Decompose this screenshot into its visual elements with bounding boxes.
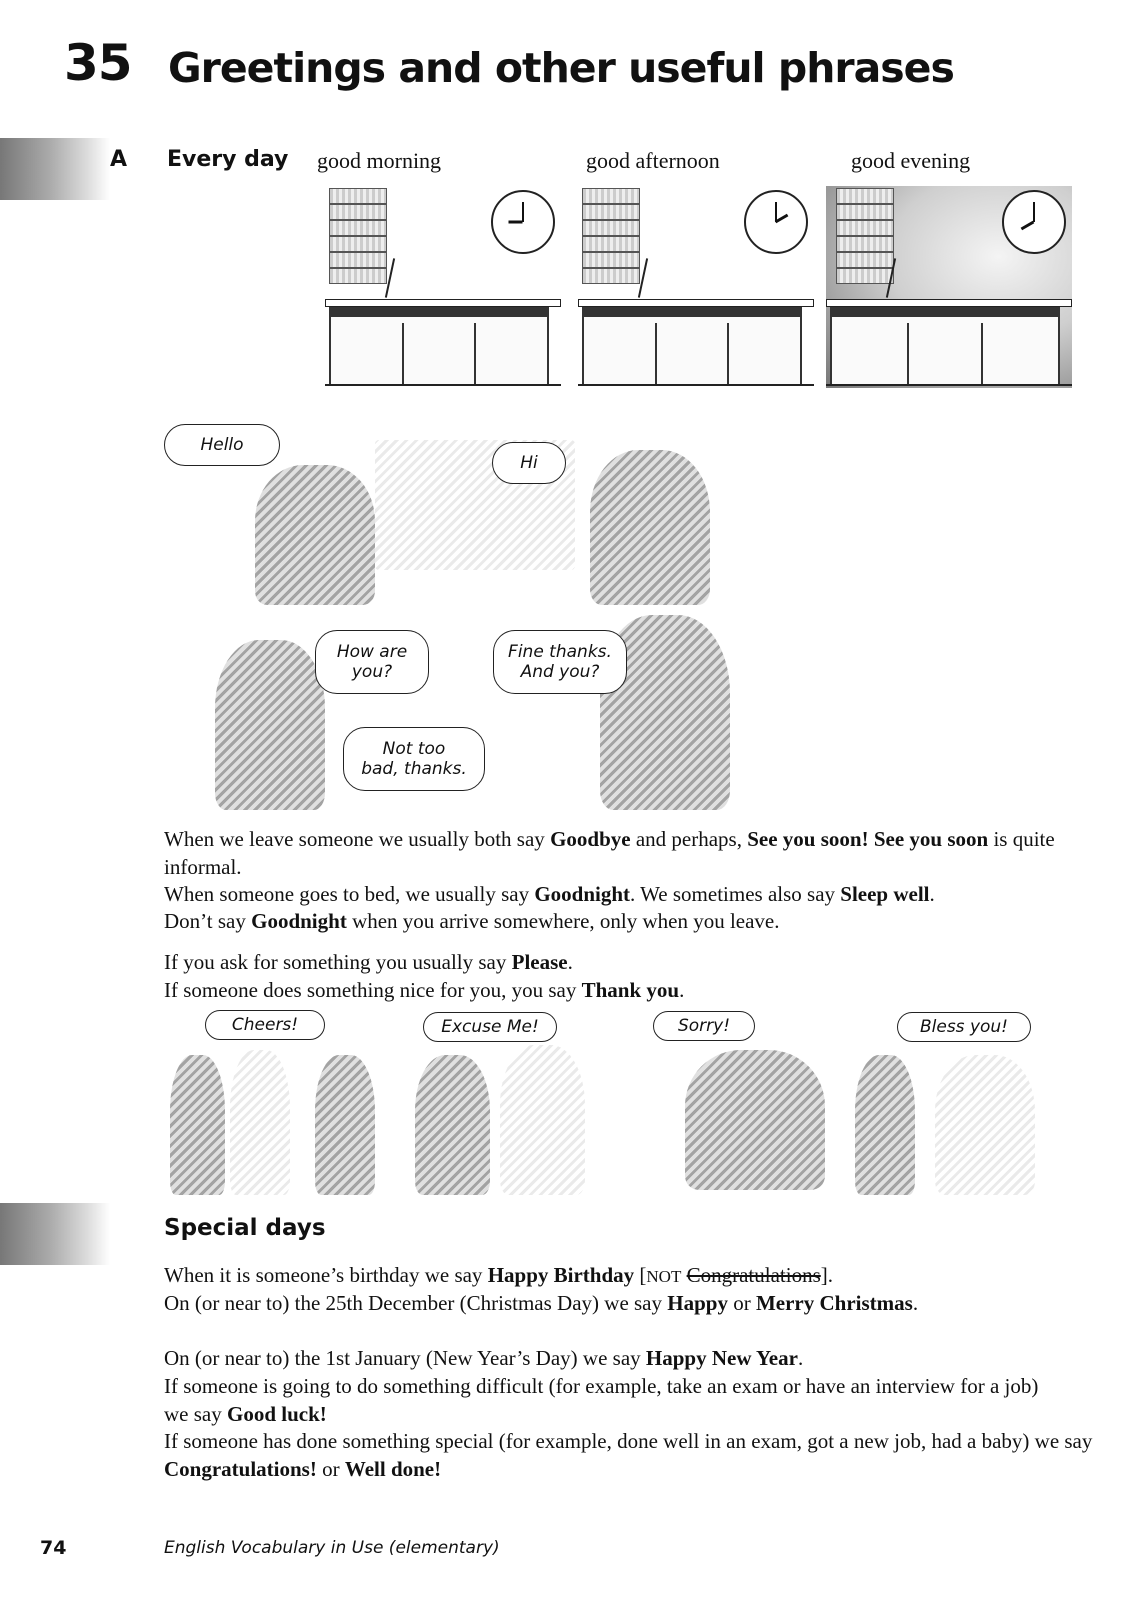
illustration-evening-desk (826, 186, 1072, 388)
girl-figure (215, 640, 325, 810)
book-title: English Vocabulary in Use (elementary) (164, 1538, 500, 1558)
illustration-party-phrases (165, 1040, 1065, 1200)
paragraph-dont-say-goodnight: Don’t say Goodnight when you arrive somewhere, only when you leave. (164, 909, 780, 933)
label-good-afternoon: good afternoon (586, 148, 720, 173)
window-illustration (836, 188, 894, 284)
person-figure (230, 1050, 290, 1195)
paragraph-goodnight: When someone goes to bed, we usually say Goodnight. We sometimes also say Sleep well. (164, 882, 935, 906)
section-marker-a (0, 138, 110, 200)
person-figure (415, 1055, 490, 1195)
paragraph-new-year: On (or near to) the 1st January (New Year’s Day) we say Happy New Year. (164, 1346, 804, 1370)
section-title: Every day (167, 147, 289, 172)
illustration-morning-desk (325, 186, 561, 388)
speech-bubble-fine-thanks: Fine thanks. And you? (493, 630, 627, 694)
speech-bubble-not-too-bad: Not too bad, thanks. (343, 727, 485, 791)
window-illustration (329, 188, 387, 284)
section-letter: A (110, 147, 128, 172)
person-figure (855, 1055, 915, 1195)
paragraph-thank-you: If someone does something nice for you, you say Thank you. (164, 978, 685, 1002)
boy-figure (255, 465, 375, 605)
paragraph-birthday: When it is someone’s birthday we say Happy Birthday [NOT Congratulations]. (164, 1263, 834, 1287)
unit-number: 35 (64, 34, 132, 92)
clock-icon (744, 190, 808, 254)
speech-bubble-hi: Hi (492, 442, 566, 484)
speech-bubble-hello: Hello (164, 424, 280, 466)
speech-bubble-how-are-you: How are you? (315, 630, 429, 694)
speech-bubble-bless-you: Bless you! (897, 1012, 1031, 1042)
section-marker-special-days (0, 1203, 110, 1265)
speech-bubble-cheers: Cheers! (205, 1010, 325, 1040)
illustration-afternoon-desk (578, 186, 814, 388)
section-title-special-days: Special days (164, 1215, 326, 1241)
speech-bubble-sorry: Sorry! (653, 1011, 755, 1041)
person-figure (685, 1050, 825, 1190)
paragraph-christmas: On (or near to) the 25th December (Christmas Day) we say Happy or Merry Christmas. (164, 1291, 919, 1315)
unit-title: Greetings and other useful phrases (168, 44, 954, 92)
clock-icon (491, 190, 555, 254)
person-figure (500, 1045, 585, 1195)
speech-bubble-excuse-me: Excuse Me! (423, 1012, 557, 1042)
clock-icon (1002, 190, 1066, 254)
person-figure (170, 1055, 225, 1195)
paragraph-congratulations: If someone has done something special (for example, done well in an exam, got a new job, had a baby) we say Congratulations! or Well done! (164, 1429, 1093, 1481)
woman-figure (590, 450, 710, 605)
label-good-morning: good morning (317, 148, 442, 173)
label-good-evening: good evening (851, 148, 971, 173)
sneezing-man-figure (935, 1055, 1035, 1195)
person-figure (315, 1055, 375, 1195)
paragraph-goodbye: When we leave someone we usually both say Goodbye and perhaps, See you soon! See you soon is quite informal. (164, 827, 1055, 879)
window-illustration (582, 188, 640, 284)
paragraph-please: If you ask for something you usually say Please. (164, 950, 573, 974)
page-number: 74 (40, 1537, 67, 1559)
paragraph-good-luck: If someone is going to do something difficult (for example, take an exam or have an interview for a job) we say Good luck! (164, 1374, 1039, 1426)
